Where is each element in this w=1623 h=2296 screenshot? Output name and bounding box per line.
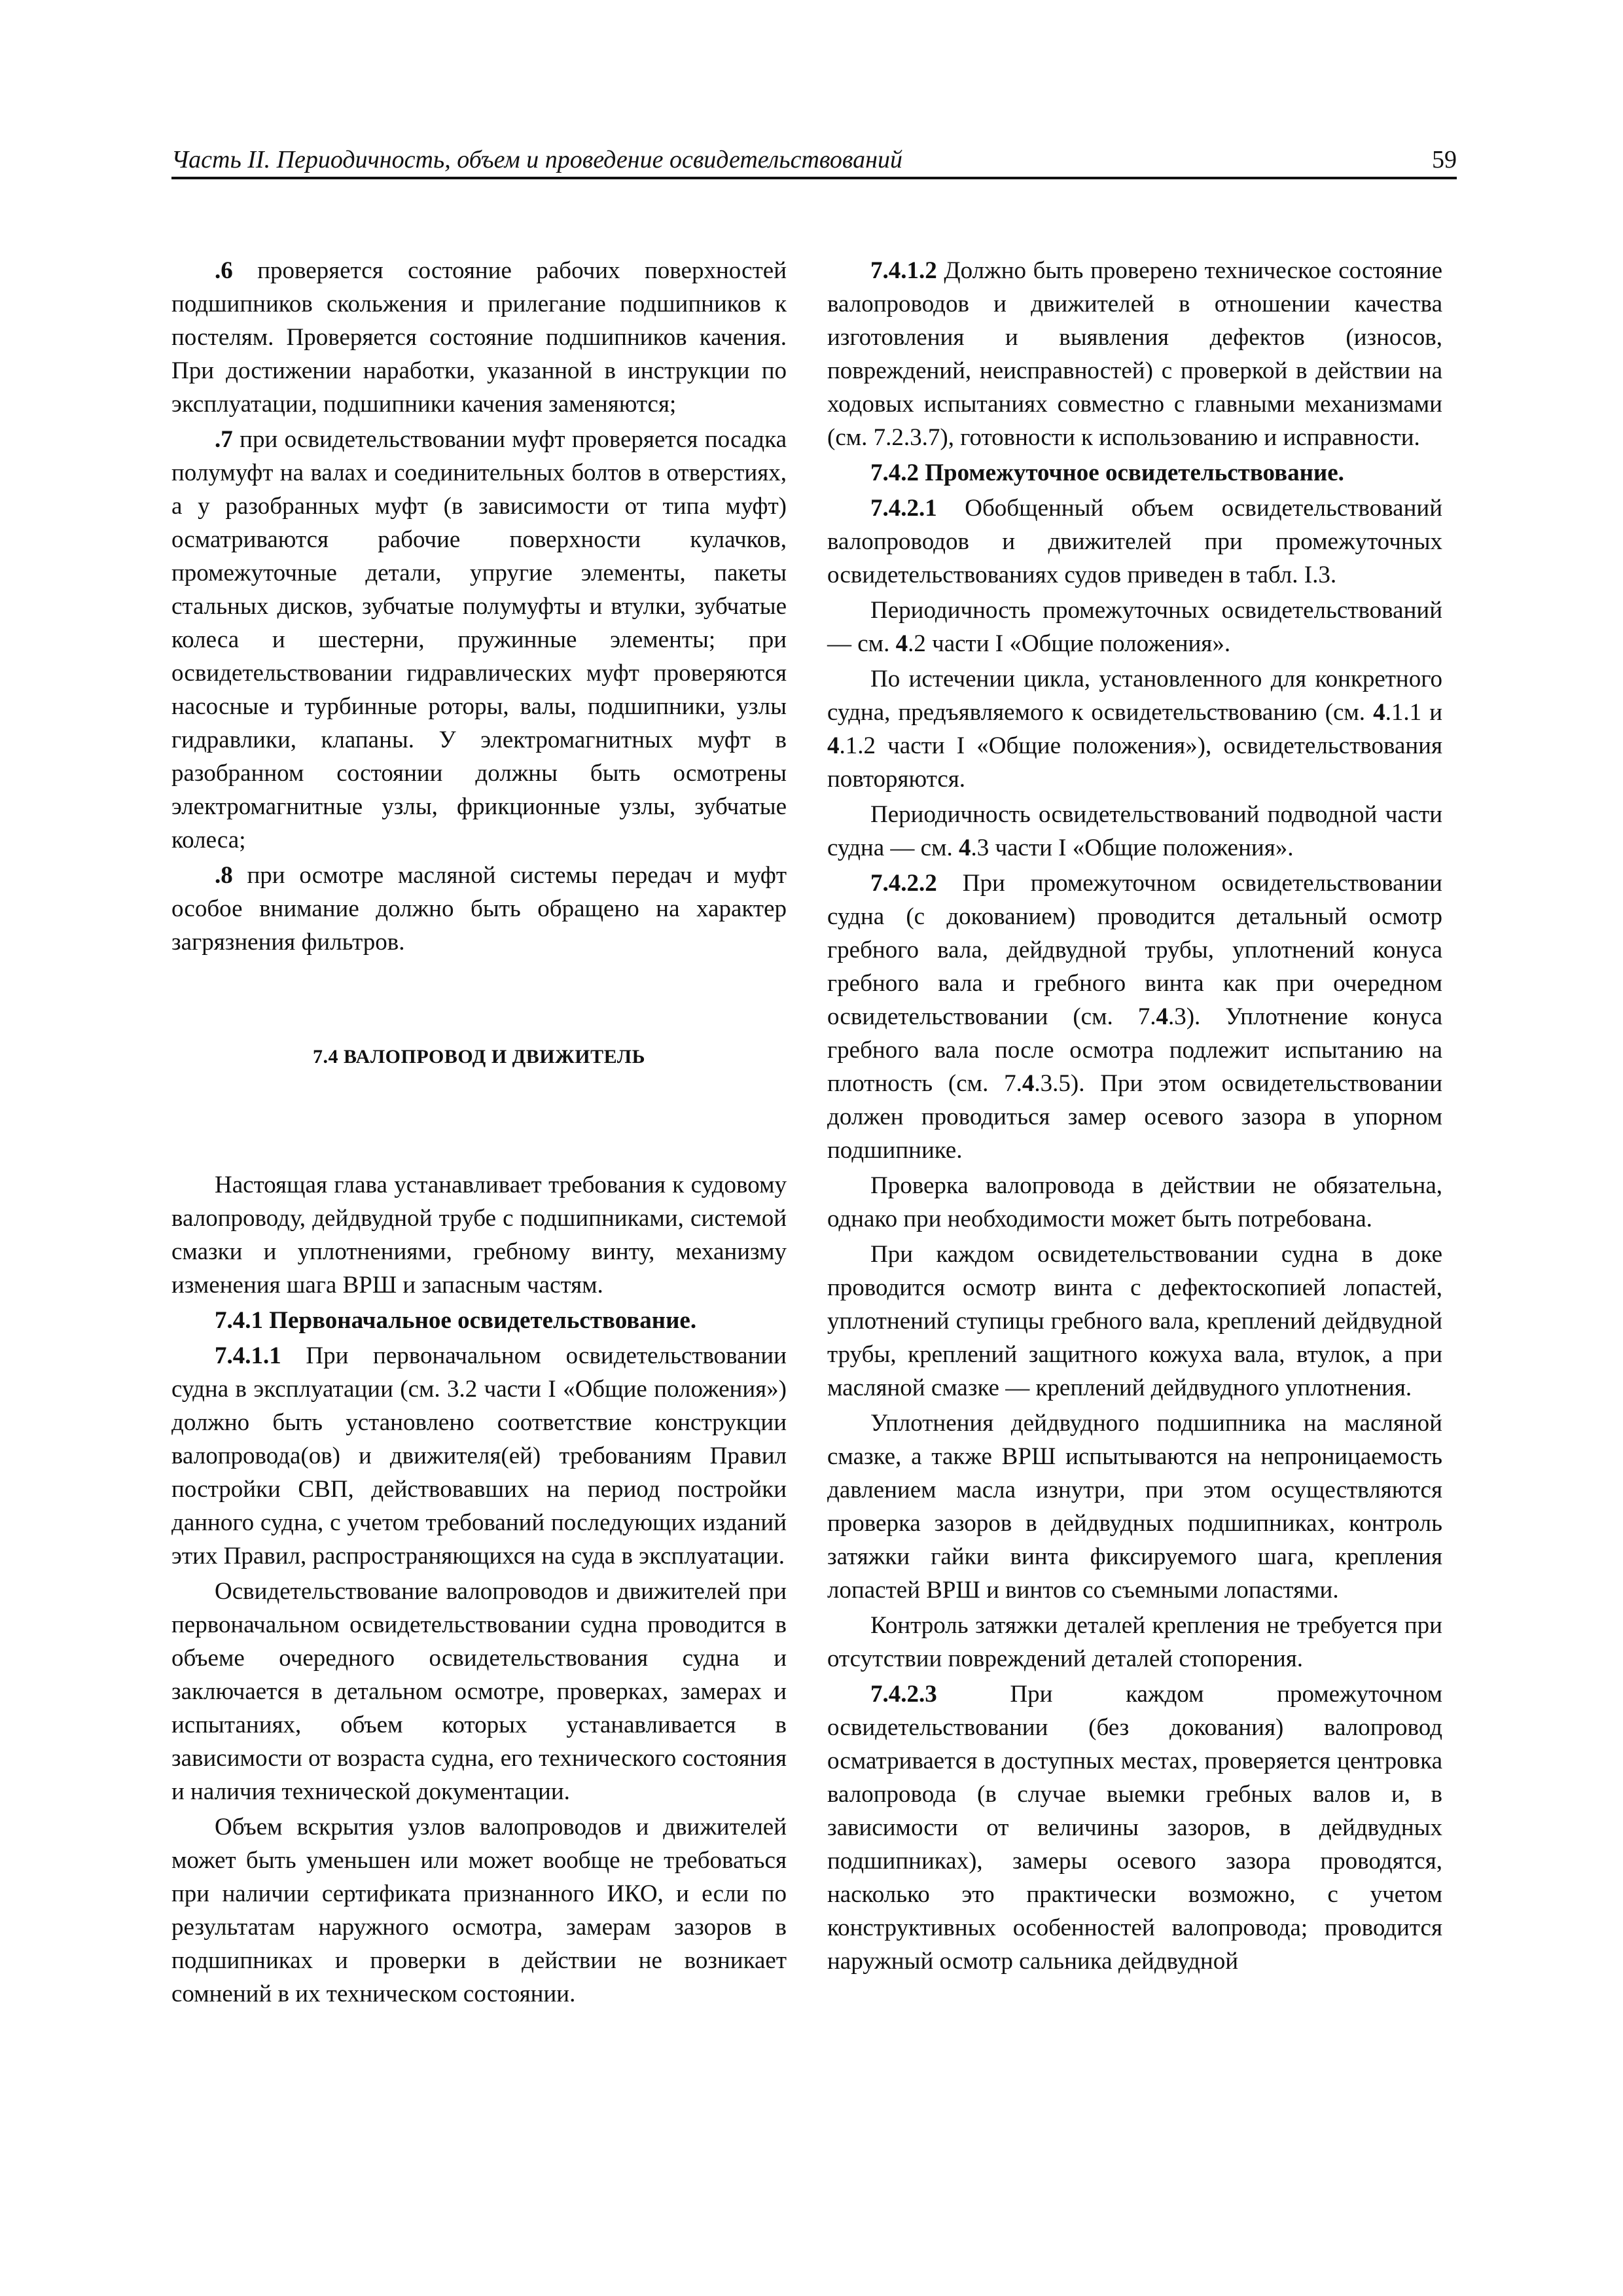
paragraph: Освидетельствование валопроводов и движителей при первоначальном освидетельствовании судна проводится в объеме очередного освидетельствования судна и заключается в детальном осмотре, проверках, замерах и испытаниях, объем которых устанавливается в зависимости от возраста судна, его технического состояния и наличия технической документации. — [171, 1578, 787, 1805]
paragraph — [171, 423, 787, 857]
item-number: 7.4.1.1 — [215, 1342, 281, 1369]
text-fragment: .1.2 части I «Общие положения»), освидетельствования повторяются. — [827, 732, 1442, 793]
text-fragment: Периодичность промежуточных освидетельствований — см. — [827, 597, 1442, 657]
paragraph-text: При первоначальном освидетельствовании судна в эксплуатации (см. 3.2 части I «Общие положения») должно быть установлено соответствие конструкции валопровода(ов) и движителя(ей) требованиям Правил постройки СВП, действовавших на период постройки данного судна, с учетом требований последующих изданий этих Правил, распространяющихся на суда в эксплуатации. — [171, 1342, 787, 1570]
header-rule — [171, 177, 1457, 179]
item-number: 7.4.2.1 — [870, 495, 937, 522]
text-fragment: .3.5). При этом освидетельствовании должен проводиться замер осевого зазора в упорном подшипнике. — [827, 1070, 1443, 1164]
item-number: .7 — [215, 426, 233, 453]
paragraph: Уплотнения дейдвудного подшипника на масляной смазке, а также ВРШ испытываются на непроницаемость давлением масла изнутри, при этом осуществляются проверка зазоров в дейдвудных подшипниках, контроль затяжки гайки винта фиксируемого шага, крепления лопастей ВРШ и винтов со съемными лопастями. — [827, 1410, 1442, 1604]
paragraph — [827, 662, 1442, 796]
bold-fragment: 4 — [827, 732, 840, 759]
paragraph-text: При каждом промежуточном освидетельствовании (без докования) валопровод осматривается в доступных местах, проверяется центровка валопровода (в случае выемки гребных валов и, в зависимости от величины зазоров, в дейдвудных подшипниках), замеры осевого зазора проводятся, насколько это практически возможно, с учетом конструктивных особенностей валопровода; проводится наружный осмотр сальника дейдвудной — [827, 1681, 1442, 1975]
paragraph: Настоящая глава устанавливает требования к судовому валопроводу, дейдвудной трубе с подшипниками, системой смазки и уплотнениями, гребному винту, механизму изменения шага ВРШ и запасным частям. — [171, 1172, 787, 1299]
paragraph: Объем вскрытия узлов валопроводов и движителей может быть уменьшен или может вообще не требоваться при наличии сертификата признанного ИКО, и если по результатам наружного осмотра, замерам зазоров в подшипниках и проверки в действии не возникает сомнений в их техническом состоянии. — [171, 1814, 787, 2007]
text-fragment: .1.1 и — [1385, 699, 1442, 726]
paragraph — [827, 594, 1442, 660]
paragraph-text: при освидетельствовании муфт проверяется посадка полумуфт на валах и соединительных болтов в отверстиях, а у разобранных муфт (в зависимости от типа муфт) осматриваются рабочие поверхности кулачков, промежуточные детали, упругие элементы, пакеты стальных дисков, зубчатые полумуфты и втулки, зубчатые колеса и шестерни, пружинные элементы; при освидетельствовании гидравлических муфт проверяются насосные и турбинные роторы, валы, подшипники, узлы гидравлики, клапаны. У электромагнитных муфт в разобранном состоянии должны быть осмотрены электромагнитные узлы, фрикционные узлы, зубчатые колеса; — [171, 426, 787, 853]
subsection-heading: 7.4.1 Первоначальное освидетельствование. — [215, 1307, 697, 1334]
paragraph — [827, 254, 1442, 454]
right-column — [827, 254, 1442, 1980]
section-title: 7.4 ВАЛОПРОВОД И ДВИЖИТЕЛЬ — [313, 1046, 645, 1067]
paragraph: Проверка валопровода в действии не обязательна, однако при необходимости может быть потребована. — [827, 1172, 1442, 1232]
item-number: .8 — [215, 862, 233, 889]
item-number: 7.4.2.3 — [870, 1681, 937, 1708]
paragraph — [827, 798, 1442, 865]
page-number: 59 — [1432, 146, 1457, 173]
subsection-heading: 7.4.2 Промежуточное освидетельствование. — [870, 459, 1344, 486]
bold-fragment: 4 — [959, 834, 971, 861]
text-fragment: .2 части I «Общие положения». — [908, 630, 1231, 657]
paragraph — [827, 1677, 1442, 1978]
paragraph — [171, 1339, 787, 1573]
bold-fragment: 4 — [1373, 699, 1385, 726]
left-column — [171, 254, 787, 2013]
paragraph-text: проверяется состояние рабочих поверхностей подшипников скольжения и прилегание подшипников к постелям. Проверяется состояние подшипников качения. При достижении наработки, указанной в инструкции по эксплуатации, подшипники качения заменяются; — [171, 257, 787, 418]
paragraph-text: при осмотре масляной системы передач и муфт особое внимание должно быть обращено на характер загрязнения фильтров. — [171, 862, 787, 956]
paragraph — [827, 867, 1442, 1167]
header-title: Часть II. Периодичность, объем и проведение освидетельствований — [171, 146, 902, 173]
bold-fragment: 4 — [1156, 1003, 1168, 1030]
item-number: 7.4.2.2 — [870, 870, 937, 897]
text-fragment: Периодичность освидетельствований подводной части судна — см. — [827, 801, 1442, 861]
paragraph — [171, 254, 787, 421]
paragraph-text: Обобщенный объем освидетельствований валопроводов и движителей при промежуточных освидетельствованиях судов приведен в табл. I.3. — [827, 495, 1442, 588]
bold-fragment: 4 — [1022, 1070, 1035, 1097]
text-fragment: При промежуточном освидетельствовании судна (с докованием) проводится детальный осмотр гребного вала, дейдвудной трубы, уплотнений конуса гребного вала и гребного винта как при очередном освидетельствовании (см. 7. — [827, 870, 1442, 1030]
bold-fragment: 4 — [895, 630, 908, 657]
text-fragment: По истечении цикла, установленного для конкретного судна, предъявляемого к освидетельствованию (см. — [827, 666, 1442, 726]
paragraph — [171, 859, 787, 959]
paragraph — [827, 492, 1442, 592]
paragraph: Контроль затяжки деталей крепления не требуется при отсутствии повреждений деталей стопорения. — [827, 1612, 1442, 1672]
item-number: .6 — [215, 257, 233, 284]
paragraph: При каждом освидетельствовании судна в доке проводится осмотр винта с дефектоскопией лопастей, уплотнений ступицы гребного вала, креплений дейдвудной трубы, креплений защитного кожуха вала, втулок, а при масляной смазке — креплений дейдвудного уплотнения. — [827, 1241, 1442, 1401]
paragraph-text: Должно быть проверено техническое состояние валопроводов и движителей в отношении качества изготовления и выявления дефектов (износов, повреждений, неисправностей) с проверкой в действии на ходовых испытаниях совместно с главными механизмами (см. 7.2.3.7), готовности к использованию и исправности. — [827, 257, 1442, 451]
running-header — [171, 143, 1457, 177]
text-fragment: .3 части I «Общие положения». — [971, 834, 1294, 861]
item-number: 7.4.1.2 — [870, 257, 937, 284]
text-fragment: .3). Уплотнение конуса гребного вала после осмотра подлежит испытанию на плотность (см. 7. — [827, 1003, 1442, 1097]
